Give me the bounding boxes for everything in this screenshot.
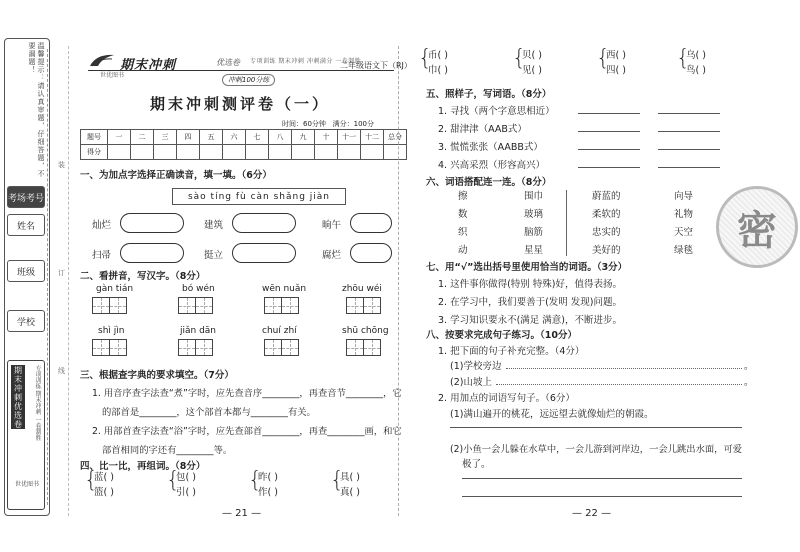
- answer-line[interactable]: [578, 131, 640, 132]
- score-cell: 九: [292, 130, 315, 145]
- answer-line[interactable]: [658, 131, 720, 132]
- pinyin-label: jiǎn dān: [180, 326, 217, 336]
- school-label: 学校: [7, 310, 45, 332]
- q8-sub: 2. 用加点的词语写句子。（6分）: [438, 393, 575, 404]
- cut-char-2: 订: [58, 269, 65, 277]
- answer-line[interactable]: [658, 167, 720, 168]
- q5-title: 五、照样子，写词语。（8分）: [426, 89, 552, 100]
- sidebar-publisher: 世优图书: [14, 481, 39, 488]
- match-col-3[interactable]: 蔚蓝的 柔软的 忠实的 美好的: [592, 191, 621, 256]
- score-badge: 冲刺100分练: [222, 74, 275, 86]
- answer-cloud[interactable]: [350, 243, 392, 263]
- score-cell: 总分: [384, 130, 407, 145]
- tianzige-grid[interactable]: [178, 297, 213, 314]
- pinyin-options-box: sào tíng fù càn shǎng jiàn: [172, 188, 346, 205]
- q5-item: 4. 兴高采烈（形容高兴）: [438, 160, 546, 171]
- tianzige-grid[interactable]: [346, 297, 381, 314]
- stamp-text: 密: [737, 207, 777, 254]
- paper-title: 期末冲刺测评卷（一）: [150, 95, 331, 113]
- match-col-2[interactable]: 围巾 玻璃 脑筋 星星: [524, 191, 544, 256]
- q1-word: 晌午: [322, 220, 342, 231]
- exam-number-label: 考场考号: [7, 186, 45, 208]
- book-logo-icon: [88, 52, 116, 68]
- brace: {: [512, 46, 526, 71]
- q8-item: (1)满山遍开的桃花，远远望去就像灿烂的朝霞。: [450, 409, 654, 420]
- pinyin-label: zhōu wéi: [342, 284, 382, 294]
- q5-item: 1. 寻找（两个字意思相近）: [438, 106, 555, 117]
- match-col-1[interactable]: 擦 数 织 动: [458, 191, 468, 256]
- time-info: [282, 119, 374, 129]
- score-cell: 六: [223, 130, 246, 145]
- q8-sub: 1. 把下面的句子补充完整。（4分）: [438, 346, 585, 357]
- page-number-right: — 22 —: [572, 508, 612, 519]
- compare-pair[interactable]: 贝( ) 见( ): [522, 50, 542, 76]
- score-cell: 十一: [338, 130, 361, 145]
- score-input[interactable]: [223, 145, 246, 160]
- score-cell: 四: [177, 130, 200, 145]
- time-limit: 时间：60分钟: [282, 120, 326, 128]
- header-slogan: 专项训练 期末冲刺 冲刺满分 一卷制胜: [250, 58, 362, 65]
- page-divider: [398, 46, 399, 516]
- q7-item[interactable]: 2. 在学习中，我们要善于(发明 发现)问题。: [438, 297, 623, 308]
- score-cell: 十: [315, 130, 338, 145]
- brace: {: [330, 468, 344, 493]
- tianzige-grid[interactable]: [178, 339, 213, 356]
- pinyin-label: bó wén: [182, 284, 215, 294]
- score-input[interactable]: [246, 145, 269, 160]
- score-input[interactable]: [131, 145, 154, 160]
- brace: {: [676, 46, 690, 71]
- q1-word: 建筑: [204, 220, 224, 231]
- answer-line[interactable]: [578, 113, 640, 114]
- end-mark: 。: [744, 361, 754, 372]
- answer-cloud[interactable]: [232, 213, 296, 233]
- sidebar-brand-slogan: 专项训练 期末冲刺 一卷制胜: [34, 365, 41, 441]
- compare-pair[interactable]: 币( ) 巾( ): [428, 50, 448, 76]
- answer-cloud[interactable]: [232, 243, 296, 263]
- q7-title: 七、用“√”选出括号里使用恰当的词语。（3分）: [426, 262, 628, 273]
- tianzige-grid[interactable]: [264, 297, 299, 314]
- pinyin-label: shū chōng: [342, 326, 389, 336]
- q3-line: 1. 用音序查字法查“煮”字时，应先查音序________，再查音节________，它: [92, 388, 402, 399]
- score-cell: 题号: [81, 130, 108, 145]
- answer-line[interactable]: [450, 427, 742, 428]
- score-table-header-row: [81, 130, 407, 145]
- brace: {: [596, 46, 610, 71]
- answer-cloud[interactable]: [120, 213, 184, 233]
- grade-label: 二年级语文下（RJ）: [340, 61, 412, 70]
- match-col-4[interactable]: 向导 礼物 天空 绿毯: [674, 191, 694, 256]
- brand-subtitle: 优选卷: [216, 58, 240, 67]
- answer-line[interactable]: [462, 496, 742, 497]
- score-cell: 七: [246, 130, 269, 145]
- brand-title: 期末冲刺: [120, 58, 177, 73]
- compare-pair[interactable]: 昨( ) 作( ): [258, 472, 278, 498]
- tianzige-grid[interactable]: [92, 339, 127, 356]
- q7-item[interactable]: 3. 学习知识要永不(满足 满意)，不断进步。: [438, 315, 623, 326]
- answer-cloud[interactable]: [120, 243, 184, 263]
- answer-line[interactable]: [506, 368, 742, 369]
- answer-line[interactable]: [578, 149, 640, 150]
- pinyin-label: shì jìn: [98, 326, 125, 336]
- score-input[interactable]: [338, 145, 361, 160]
- confidential-stamp: [716, 186, 798, 268]
- compare-pair[interactable]: 西( ) 四( ): [606, 50, 626, 76]
- pinyin-label: chuí zhí: [262, 326, 297, 336]
- page-number-left: — 21 —: [222, 508, 262, 519]
- end-mark: 。: [744, 377, 754, 388]
- cut-char-1: 装: [58, 161, 65, 169]
- score-input[interactable]: [200, 145, 223, 160]
- sidebar-brand-band: 期末冲刺优选卷: [11, 365, 25, 429]
- pinyin-label: gàn tián: [96, 284, 134, 294]
- match-separator: [566, 190, 567, 256]
- answer-cloud[interactable]: [350, 213, 392, 233]
- q3-title: 三、根据查字典的要求填空。（7分）: [80, 370, 234, 381]
- answer-line[interactable]: [462, 478, 742, 479]
- q3-line: 部首相同的字还有________等。: [102, 445, 233, 456]
- brace: {: [248, 468, 262, 493]
- q3-line: 2. 用部首查字法查“浴”字时，应先查部首________，再查________画，和它: [92, 426, 402, 437]
- q8-item: (1)学校旁边: [450, 361, 502, 372]
- score-cell: 五: [200, 130, 223, 145]
- answer-line[interactable]: [658, 149, 720, 150]
- compare-pair[interactable]: 蓝( ) 篮( ): [94, 472, 114, 498]
- q8-item: 极了。: [462, 459, 491, 470]
- tianzige-grid[interactable]: [346, 339, 381, 356]
- pinyin-label: wēn nuǎn: [262, 284, 307, 294]
- score-input[interactable]: [384, 145, 407, 160]
- compare-pair[interactable]: 包( ) 引( ): [176, 472, 196, 498]
- compare-pair[interactable]: 具( ) 真( ): [340, 472, 360, 498]
- sidebar-brand-block: [7, 360, 45, 510]
- q5-item: 3. 慌慌张张（AABB式）: [438, 142, 543, 153]
- q1-title: 一、为加点字选择正确读音，填一填。（6分）: [80, 170, 272, 181]
- q6-title: 六、词语搭配连一连。（8分）: [426, 177, 552, 188]
- score-input[interactable]: [108, 145, 131, 160]
- header-rule: [88, 70, 394, 71]
- score-cell: 三: [154, 130, 177, 145]
- q1-word: 腐烂: [322, 250, 342, 261]
- brace: {: [166, 468, 180, 493]
- answer-line[interactable]: [658, 113, 720, 114]
- score-cell: 二: [131, 130, 154, 145]
- sidebar-note: 温馨提示：请认真审题，仔细答题，不要漏题！: [28, 42, 45, 178]
- q5-item: 2. 甜津津（AAB式）: [438, 124, 527, 135]
- q4-title: 四、比一比，再组词。（8分）: [80, 461, 206, 472]
- score-input[interactable]: [177, 145, 200, 160]
- q1-word: 灿烂: [92, 220, 112, 231]
- brace: {: [84, 468, 98, 493]
- score-cell: 八: [269, 130, 292, 145]
- score-input[interactable]: [361, 145, 384, 160]
- score-cell: 得分: [81, 145, 108, 160]
- score-cell: 一: [108, 130, 131, 145]
- cut-line: [68, 46, 69, 516]
- score-input[interactable]: [269, 145, 292, 160]
- q8-item: (2)山坡上: [450, 377, 492, 388]
- class-label: 班级: [7, 260, 45, 282]
- compare-pair[interactable]: 乌( ) 鸟( ): [686, 50, 706, 76]
- q8-item: (2)小鱼一会儿躲在水草中，一会儿游到河岸边，一会儿跳出水面，可爱: [450, 444, 743, 455]
- tianzige-grid[interactable]: [92, 297, 127, 314]
- q1-word: 扫帚: [92, 250, 112, 261]
- q8-title: 八、按要求完成句子练习。（10分）: [426, 330, 577, 341]
- answer-line[interactable]: [578, 167, 640, 168]
- score-table: [80, 129, 407, 160]
- score-input[interactable]: [154, 145, 177, 160]
- cut-char-3: 线: [58, 367, 65, 375]
- q3-line: 的部首是________，这个部首本都与________有关。: [102, 407, 316, 418]
- full-score: 满分：100分: [332, 120, 374, 128]
- score-cell: 十二: [361, 130, 384, 145]
- answer-line[interactable]: [496, 384, 742, 385]
- name-label: 姓名: [7, 214, 45, 236]
- tianzige-grid[interactable]: [264, 339, 299, 356]
- score-table-score-row: [81, 145, 407, 160]
- score-input[interactable]: [315, 145, 338, 160]
- q2-title: 二、看拼音，写汉字。（8分）: [80, 271, 206, 282]
- q7-item[interactable]: 1. 这件事你做得(特别 特殊)好，值得表扬。: [438, 279, 623, 290]
- header-publisher: 世优图书: [100, 72, 125, 79]
- q1-word: 挺立: [204, 250, 224, 261]
- brace: {: [418, 46, 432, 71]
- score-input[interactable]: [292, 145, 315, 160]
